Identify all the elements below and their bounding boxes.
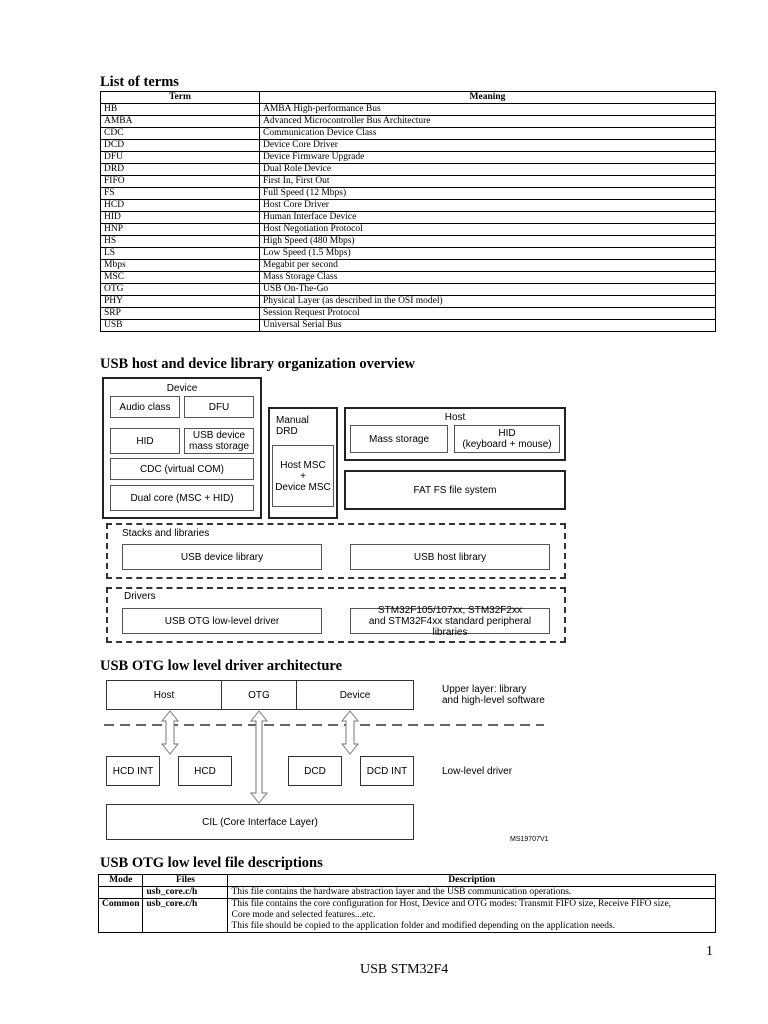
table-row [99,899,716,933]
row2-desc-line-2: Core mode and selected features...etc. [231,910,376,920]
term-cell: Mbps [101,260,260,272]
table-row [101,200,716,212]
audio-class-box: Audio class [110,396,180,418]
terms-col-term: Term [101,92,260,104]
meaning-cell: Physical Layer (as described in the OSI model) [260,296,716,308]
table-row [101,104,716,116]
cdc-box: CDC (virtual COM) [110,458,254,480]
meaning-cell: USB On-The-Go [260,284,716,296]
meaning-cell: Device Firmware Upgrade [260,152,716,164]
hcd-int-box: HCD INT [106,756,160,786]
overview-heading: USB host and device library organization overview [100,356,415,372]
arch-otg-box: OTG [221,680,297,710]
term-cell: AMBA [101,116,260,128]
mass-storage-box: Mass storage [350,425,448,453]
terms-heading: List of terms [100,74,179,90]
device-arrow-icon [342,711,358,754]
term-cell: HID [101,212,260,224]
table-row [101,152,716,164]
term-cell: PHY [101,296,260,308]
fatfs-box: FAT FS file system [344,470,566,510]
table-row [101,272,716,284]
dfu-box: DFU [184,396,254,418]
usb-device-library-box: USB device library [122,544,322,570]
meaning-cell: Host Negotiation Protocol [260,224,716,236]
files-col-desc: Description [228,875,716,887]
device-title: Device [166,383,198,394]
table-row [101,188,716,200]
table-row [101,140,716,152]
meaning-cell: Device Core Driver [260,140,716,152]
table-row [101,212,716,224]
table-row [101,284,716,296]
arch-diagram [100,676,570,848]
row2-desc-line-3: This file should be copied to the application folder and modified depending on the application needs. [231,921,616,931]
files-col-files: Files [143,875,228,887]
usb-host-library-box: USB host library [350,544,550,570]
host-arrow-icon [162,711,178,754]
stdperiph-box [350,604,550,638]
table-row [101,260,716,272]
upper-layer-line-1: Upper layer: library [442,684,527,695]
terms-col-meaning: Meaning [260,92,716,104]
meaning-cell: Host Core Driver [260,200,716,212]
row1-mode [99,887,143,899]
figure-ref: MS19707V1 [510,836,549,843]
plus-label: + [300,470,306,482]
meaning-cell: Human Interface Device [260,212,716,224]
hcd-box: HCD [178,756,232,786]
meaning-cell: High Speed (480 Mbps) [260,236,716,248]
host-msc-box [272,445,334,507]
host-msc-label: Host MSC [280,459,326,471]
upper-layer-line-2: and high-level software [442,695,545,706]
otg-lowlevel-box: USB OTG low-level driver [122,608,322,634]
row2-desc-line-1: This file contains the core configuration for Host, Device and OTG modes: Transmit FIFO size, Receive FIFO size, [231,899,672,909]
term-cell: CDC [101,128,260,140]
term-cell: USB [101,320,260,332]
table-row [101,164,716,176]
meaning-cell: Universal Serial Bus [260,320,716,332]
term-cell: HS [101,236,260,248]
manual-label: Manual [276,415,309,426]
row2-desc [228,899,716,933]
host-hid-box [454,425,560,453]
stdperiph-line-1: STM32F105/107xx, STM32F2xx [378,604,522,616]
arch-host-box: Host [106,680,222,710]
term-cell: OTG [101,284,260,296]
files-col-mode: Mode [99,875,143,887]
term-cell: LS [101,248,260,260]
terms-table [100,91,716,332]
keyboard-mouse-label: (keyboard + mouse) [462,439,552,450]
row2-file: usb_core.c/h [143,899,228,933]
table-row [101,308,716,320]
dcd-int-box: DCD INT [360,756,414,786]
mass-storage-label: mass storage [188,441,250,452]
meaning-cell: Dual Role Device [260,164,716,176]
term-cell: DRD [101,164,260,176]
drd-label: DRD [276,426,298,437]
meaning-cell: First In, First Out [260,176,716,188]
meaning-cell: AMBA High-performance Bus [260,104,716,116]
term-cell: FS [101,188,260,200]
cil-box: CIL (Core Interface Layer) [106,804,414,840]
term-cell: MSC [101,272,260,284]
term-cell: FIFO [101,176,260,188]
term-cell: HCD [101,200,260,212]
table-row [101,296,716,308]
term-cell: DCD [101,140,260,152]
arch-device-box: Device [296,680,414,710]
meaning-cell: Communication Device Class [260,128,716,140]
stdperiph-line-2: and STM32F4xx standard peripheral libraries [368,615,532,638]
table-row [101,236,716,248]
table-row [101,128,716,140]
table-row [101,176,716,188]
meaning-cell: Advanced Microcontroller Bus Architecture [260,116,716,128]
term-cell: DFU [101,152,260,164]
meaning-cell: Session Request Protocol [260,308,716,320]
document-title: USB STM32F4 [360,962,449,977]
table-row [101,224,716,236]
dual-core-box: Dual core (MSC + HID) [110,485,254,511]
table-row [101,116,716,128]
row1-desc: This file contains the hardware abstraction layer and the USB communication operations. [228,887,716,899]
host-hid-label: HID [498,428,516,439]
dcd-box: DCD [288,756,342,786]
host-title: Host [444,412,466,423]
hid-box: HID [110,428,180,454]
stacks-title: Stacks and libraries [122,528,210,539]
usb-device-mass-storage-box [184,428,254,454]
table-row [101,320,716,332]
meaning-cell: Megabit per second [260,260,716,272]
term-cell: SRP [101,308,260,320]
files-heading: USB OTG low level file descriptions [100,855,323,871]
device-msc-label: Device MSC [275,481,331,493]
term-cell: HB [101,104,260,116]
overview-diagram [100,375,570,645]
table-row [99,887,716,899]
table-row [101,248,716,260]
files-table [98,874,716,933]
row2-mode: Common [99,899,143,933]
term-cell: HNP [101,224,260,236]
meaning-cell: Full Speed (12 Mbps) [260,188,716,200]
manual-drd-label [276,415,309,437]
meaning-cell: Mass Storage Class [260,272,716,284]
upper-layer-label [442,684,545,706]
page-number: 1 [706,944,713,959]
usb-device-label: USB device [192,430,246,441]
drivers-title: Drivers [124,591,156,602]
lowlevel-label: Low-level driver [442,766,513,777]
arch-heading: USB OTG low level driver architecture [100,658,343,674]
meaning-cell: Low Speed (1.5 Mbps) [260,248,716,260]
row1-file: usb_core.c/h [143,887,228,899]
